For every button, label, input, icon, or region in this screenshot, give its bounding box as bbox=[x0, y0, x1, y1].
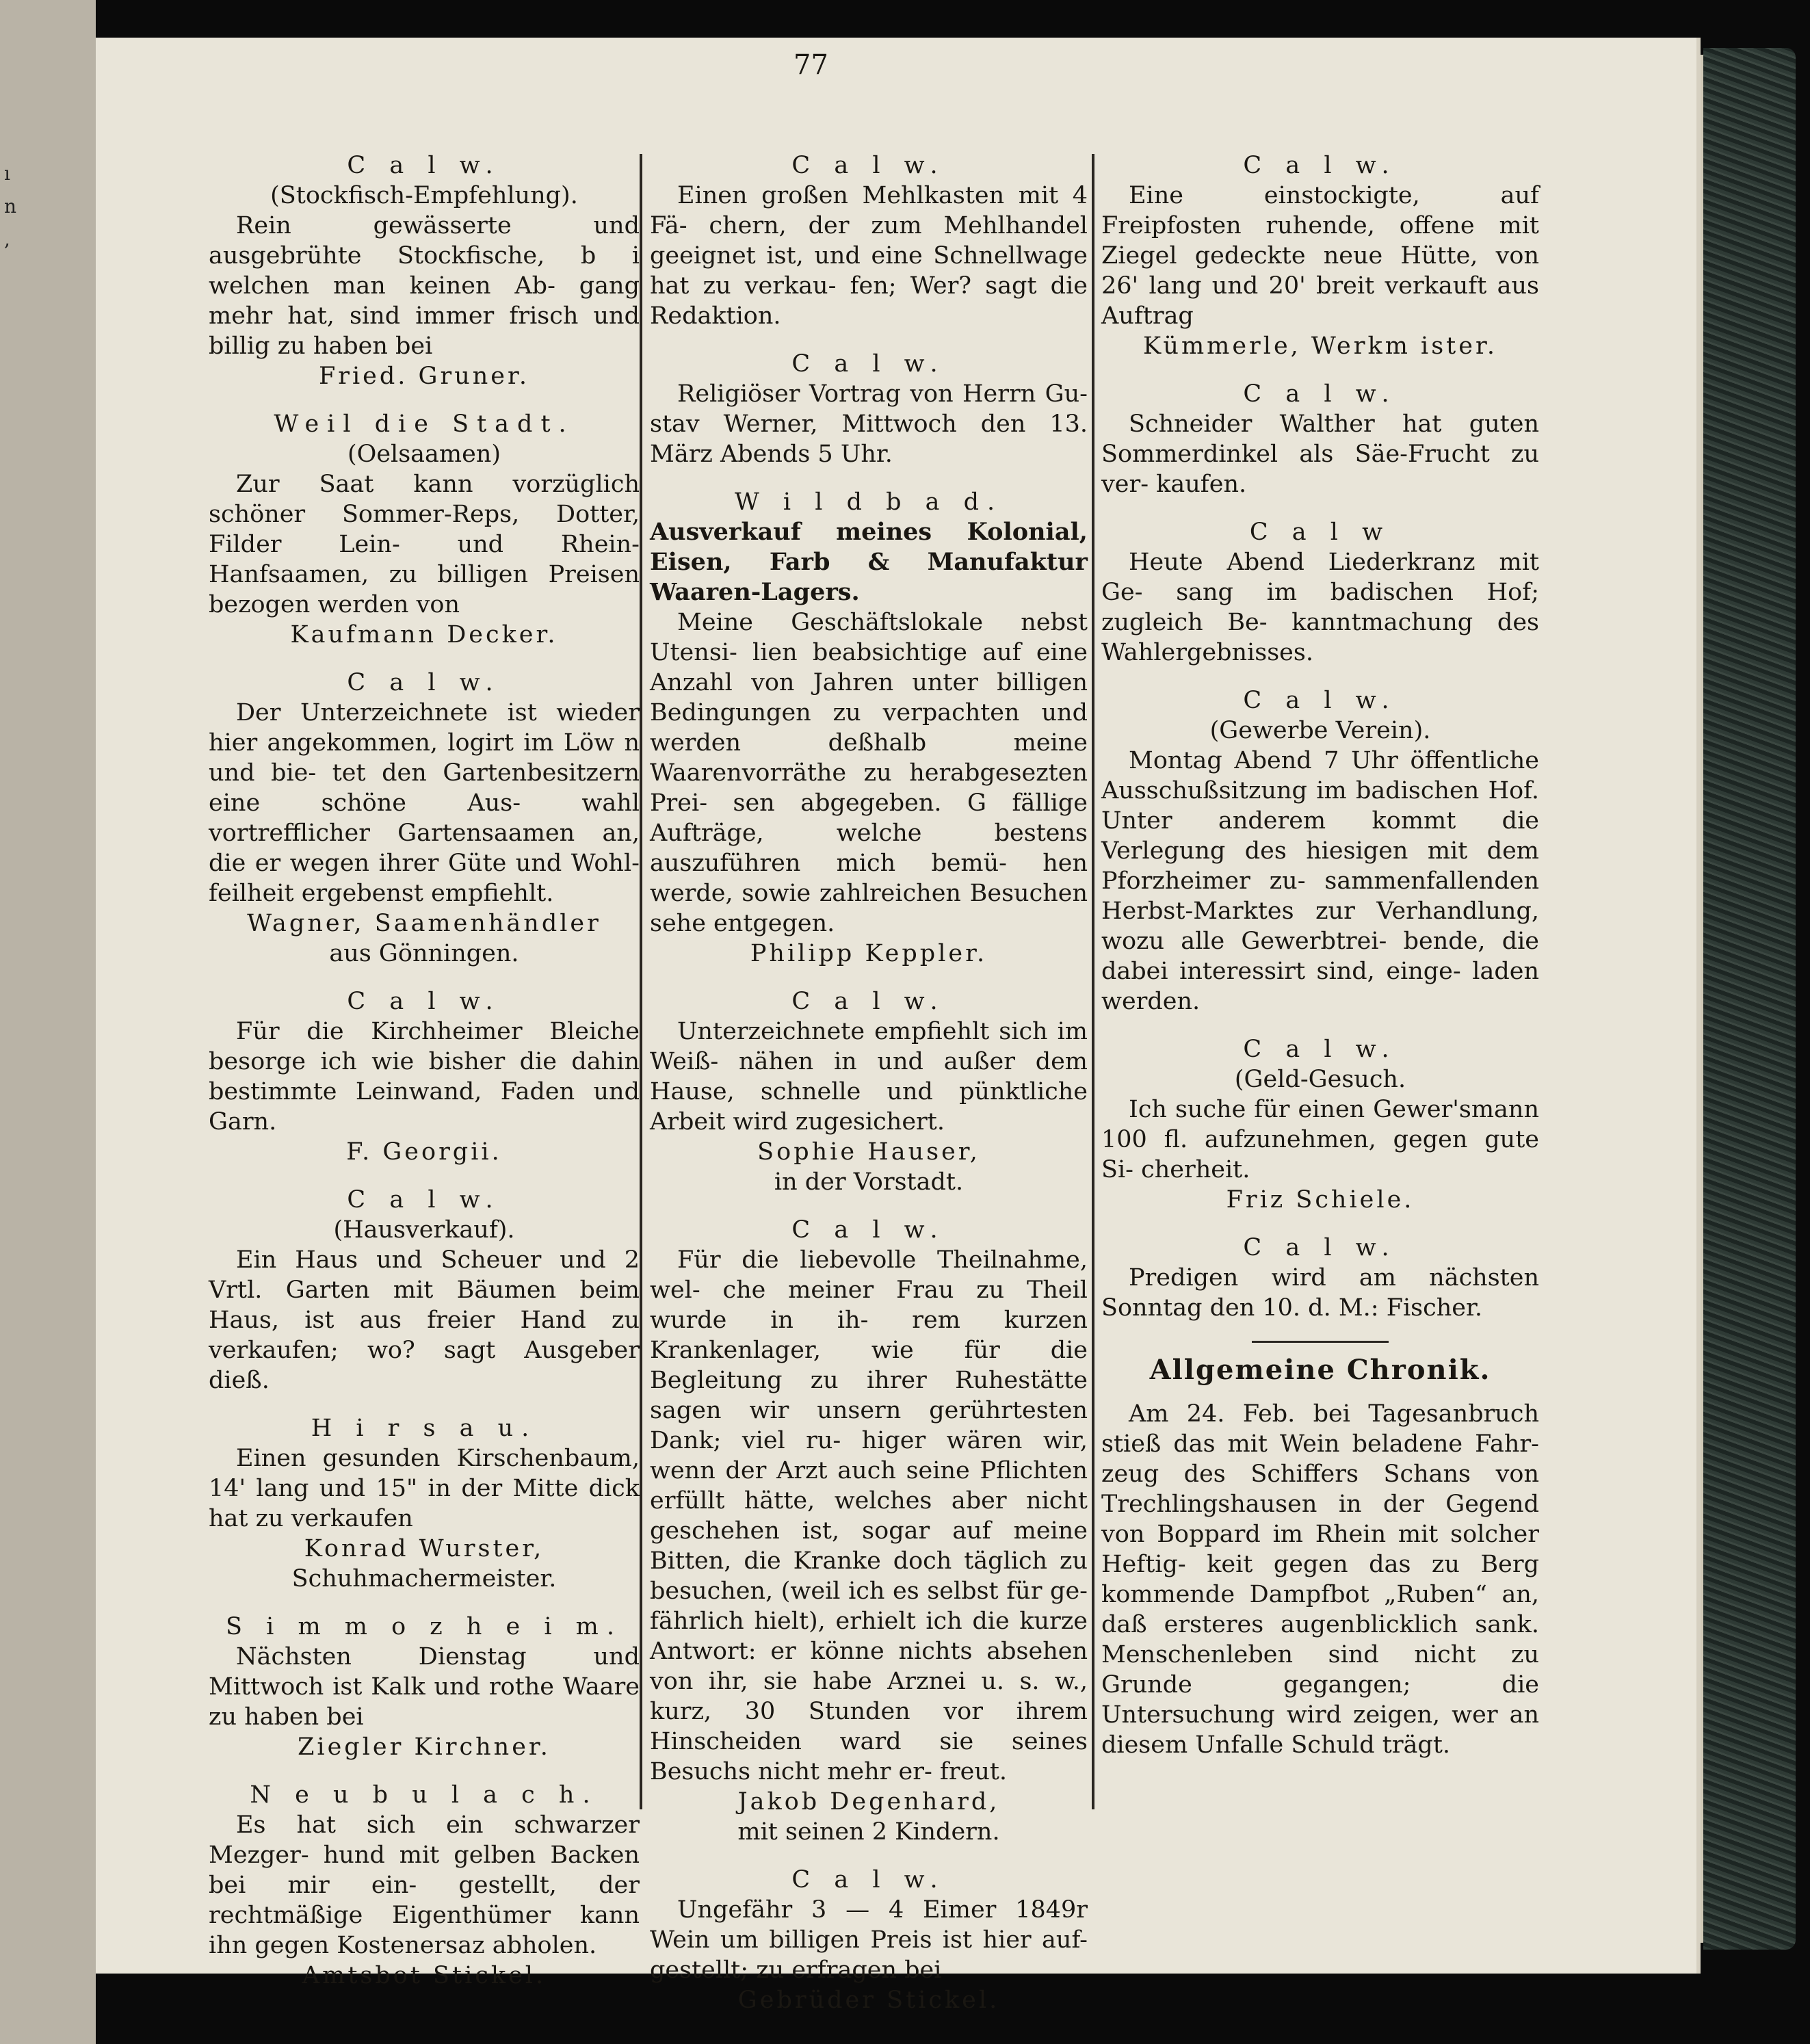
ad-body: Einen großen Mehlkasten mit 4 Fä- chern, der zum Mehlhandel geeignet ist, und eine Schnellwage hat zu verkau- fen; Wer? sagt die Redaktion. bbox=[650, 182, 1088, 330]
advertisement bbox=[650, 1865, 1088, 2015]
column-rule bbox=[1092, 154, 1094, 1809]
ad-body: Rein gewässerte und ausgebrühte Stockfische, b i welchen man keinen Ab- gang mehr hat, sind immer frisch und billig zu haben bei bbox=[209, 212, 640, 360]
advertisement bbox=[1101, 1034, 1539, 1215]
ad-subheading: (Oelsaamen) bbox=[347, 441, 501, 468]
ad-signature-line2: aus Gönningen. bbox=[329, 940, 519, 967]
column-left bbox=[209, 150, 640, 2008]
ad-signature: Friz Schiele. bbox=[1226, 1186, 1415, 1214]
ad-signature: Kaufmann Decker. bbox=[290, 621, 558, 648]
ad-body: Zur Saat kann vorzüglich schöner Sommer-Reps, Dotter, Filder Lein- und Rhein-Hanfsaamen, zu billigen Preisen bezogen werden von bbox=[209, 471, 640, 618]
ad-signature: Fried. Gruner. bbox=[318, 363, 530, 390]
ad-body: Ein Haus und Scheuer und 2 Vrtl. Garten mit Bäumen beim Haus, ist aus freier Hand zu verkaufen; wo? sagt Ausgeber dieß. bbox=[209, 1246, 640, 1394]
left-mark: ı bbox=[4, 162, 10, 185]
left-page-edge bbox=[0, 0, 96, 2044]
ad-subheading: (Geld-Gesuch. bbox=[1234, 1066, 1406, 1093]
ad-heading: Weil die Stadt. bbox=[274, 410, 575, 438]
ad-signature-line2: in der Vorstadt. bbox=[774, 1168, 964, 1196]
ad-heading: W i l d b a d. bbox=[734, 488, 1004, 516]
chronicle-body: Am 24. Feb. bei Tagesanbruch stieß das mit Wein beladene Fahr- zeug des Schiffers Schans von Trechlingshausen in der Gegend von Boppard im Rhein mit solcher Heftig- keit gegen das zu Berg kommende Dampfbot „Ruben“ an, daß ersteres augenblicklich sank. Menschenleben sind nicht zu Grunde gegangen; die Untersuchung wird zeigen, wer an diesem Unfalle Schuld trägt. bbox=[1101, 1400, 1539, 1759]
ad-heading: H i r s a u. bbox=[311, 1415, 538, 1442]
advertisement bbox=[209, 409, 640, 650]
ad-signature: Amtsbot Stickel. bbox=[302, 1962, 547, 1989]
ad-body: Heute Abend Liederkranz mit Ge- sang im badischen Hof; zugleich Be- kanntmachung des Wahlergebnisses. bbox=[1101, 549, 1539, 666]
ad-heading: C a l w. bbox=[791, 988, 946, 1015]
ad-signature: F. Georgii. bbox=[346, 1138, 502, 1166]
book-binding bbox=[1703, 48, 1796, 1950]
advertisement bbox=[209, 150, 640, 391]
advertisement bbox=[650, 487, 1088, 969]
ad-heading: C a l w. bbox=[1243, 1036, 1398, 1063]
advertisement bbox=[1101, 379, 1539, 499]
ad-body: Religiöser Vortrag von Herrn Gu- stav Werner, Mittwoch den 13. März Abends 5 Uhr. bbox=[650, 380, 1088, 468]
ad-subheading: (Hausverkauf). bbox=[333, 1216, 515, 1244]
ad-heading: C a l w. bbox=[347, 152, 501, 179]
chronicle-title: Allgemeine Chronik. bbox=[1149, 1354, 1491, 1386]
ad-body: Ungefähr 3 — 4 Eimer 1849r Wein um billigen Preis ist hier auf- gestellt; zu erfragen bei bbox=[650, 1896, 1088, 1984]
ad-bold-title: Ausverkauf meines Kolonial, Eisen, Farb & Manufaktur Waaren-Lagers. bbox=[650, 518, 1088, 606]
ad-subheading: (Stockfisch-Empfehlung). bbox=[270, 182, 578, 209]
page-number: 77 bbox=[793, 49, 828, 81]
ad-signature: Philipp Keppler. bbox=[750, 940, 988, 967]
ad-heading: C a l w. bbox=[347, 988, 501, 1015]
ad-signature-line2: Schuhmachermeister. bbox=[291, 1565, 557, 1593]
advertisement bbox=[650, 986, 1088, 1197]
left-mark: n bbox=[4, 195, 17, 218]
ad-body: Schneider Walther hat guten Sommerdinkel als Säe-Frucht zu ver- kaufen. bbox=[1101, 410, 1539, 498]
ad-body: Unterzeichnete empfiehlt sich im Weiß- nähen in und außer dem Hause, schnelle und pünktliche Arbeit wird zugesichert. bbox=[650, 1018, 1088, 1136]
ad-body: Für die liebevolle Theilnahme, wel- che meiner Frau zu Theil wurde in ih- rem kurzen Krankenlager, wie für die Begleitung zu ihrer Ruhestätte sagen wir unsern gerührtesten Dank; viel ru- higer wären wir, wenn der Arzt auch seine Pflichten erfüllt hätte, welches aber nicht geschehen ist, sogar auf meine Bitten, die Kranke doch täglich zu besuchen, (weil ich es selbst für ge- fährlich hielt), erhielt ich die kurze Antwort: er könne nichts absehen von ihr, sie habe Arznei u. s. w., kurz, 30 Stunden vor ihrem Hinscheiden ward sie seines Besuchs nicht mehr er- freut. bbox=[650, 1246, 1088, 1785]
ad-heading: C a l w. bbox=[791, 350, 946, 378]
column-right bbox=[1101, 150, 1539, 1760]
ad-body: Predigen wird am nächsten Sonntag den 10. d. M.: Fischer. bbox=[1101, 1264, 1539, 1322]
ad-signature: Gebrüder Stickel. bbox=[737, 1987, 1000, 2014]
ad-heading: C a l w. bbox=[1243, 380, 1398, 408]
advertisement bbox=[209, 1780, 640, 1991]
ad-heading: C a l w. bbox=[791, 1216, 946, 1244]
ad-body: Nächsten Dienstag und Mittwoch ist Kalk und rothe Waare zu haben bei bbox=[209, 1643, 640, 1731]
ad-heading: C a l w. bbox=[791, 1866, 946, 1894]
left-mark: , bbox=[4, 228, 10, 250]
ad-signature-line2: mit seinen 2 Kindern. bbox=[737, 1818, 1000, 1846]
advertisement bbox=[209, 1612, 640, 1762]
ad-signature: Konrad Wurster, bbox=[304, 1535, 545, 1562]
advertisement bbox=[209, 1413, 640, 1594]
ad-heading: S i m m o z h e i m. bbox=[226, 1613, 622, 1640]
ad-heading: C a l w. bbox=[1243, 687, 1398, 714]
ad-body: Montag Abend 7 Uhr öffentliche Ausschußsitzung im badischen Hof. Unter anderem kommt die Verlegung des hiesigen mit dem Pforzheimer zu- sammenfallenden Herbst-Marktes zur Verhandlung, wozu alle Gewerbtrei- bende, die dabei interessirt sind, einge- laden werden. bbox=[1101, 747, 1539, 1015]
ad-heading: C a l w. bbox=[347, 1186, 501, 1214]
column-rule bbox=[640, 154, 642, 1809]
advertisement bbox=[650, 1215, 1088, 1847]
advertisement bbox=[1101, 150, 1539, 361]
advertisement bbox=[650, 150, 1088, 331]
ad-body: Ich suche für einen Gewer'smann 100 fl. aufzunehmen, gegen gute Si- cherheit. bbox=[1101, 1096, 1539, 1183]
ad-signature: Ziegler Kirchner. bbox=[298, 1733, 551, 1761]
ad-heading: C a l w. bbox=[1243, 152, 1398, 179]
advertisement bbox=[209, 668, 640, 969]
advertisement bbox=[1101, 1233, 1539, 1323]
advertisement bbox=[1101, 685, 1539, 1017]
ad-signature: Wagner, Saamenhändler bbox=[247, 910, 601, 937]
column-middle bbox=[650, 150, 1088, 2033]
ad-body: Einen gesunden Kirschenbaum, 14' lang und 15" in der Mitte dick hat zu verkaufen bbox=[209, 1445, 640, 1532]
ad-heading: C a l w bbox=[1249, 519, 1391, 546]
divider bbox=[1252, 1341, 1389, 1343]
advertisement bbox=[650, 349, 1088, 469]
ad-body: Der Unterzeichnete ist wieder hier angekommen, logirt im Löw n und bie- tet den Gartenbesitzern eine schöne Aus- wahl vortrefflicher Gartensaamen an, die er wegen ihrer Güte und Wohl- feilheit ergebenst empfiehlt. bbox=[209, 699, 640, 907]
ad-heading: C a l w. bbox=[791, 152, 946, 179]
ad-signature: Jakob Degenhard, bbox=[737, 1788, 1000, 1816]
advertisement bbox=[209, 986, 640, 1167]
ad-subheading: (Gewerbe Verein). bbox=[1209, 717, 1431, 744]
advertisement bbox=[209, 1185, 640, 1396]
advertisement bbox=[1101, 517, 1539, 668]
ad-heading: N e u b u l a c h. bbox=[250, 1781, 599, 1809]
ad-heading: C a l w. bbox=[1243, 1234, 1398, 1261]
ad-heading: C a l w. bbox=[347, 669, 501, 696]
ad-signature: Kümmerle, Werkm ister. bbox=[1143, 332, 1497, 360]
ad-body: Meine Geschäftslokale nebst Utensi- lien beabsichtige auf eine Anzahl von Jahren unter billigen Bedingungen zu verpachten und werden deßhalb meine Waarenvorräthe zu herabgesezten Prei- sen abgegeben. G fällige Aufträge, welche bestens auszuführen mich bemü- hen werde, sowie zahlreichen Besuchen sehe entgegen. bbox=[650, 609, 1088, 937]
ad-body: Für die Kirchheimer Bleiche besorge ich wie bisher die dahin bestimmte Leinwand, Faden und Garn. bbox=[209, 1018, 640, 1136]
left-page-marks bbox=[4, 157, 16, 256]
ad-body: Es hat sich ein schwarzer Mezger- hund mit gelben Backen bei mir ein- gestellt, der rechtmäßige Eigenthümer kann ihn gegen Kostenersaz abholen. bbox=[209, 1811, 640, 1959]
ad-signature: Sophie Hauser, bbox=[757, 1138, 980, 1166]
ad-body: Eine einstockigte, auf Freipfosten ruhende, offene mit Ziegel gedeckte neue Hütte, von 26' lang und 20' breit verkauft aus Auftrag bbox=[1101, 182, 1539, 330]
